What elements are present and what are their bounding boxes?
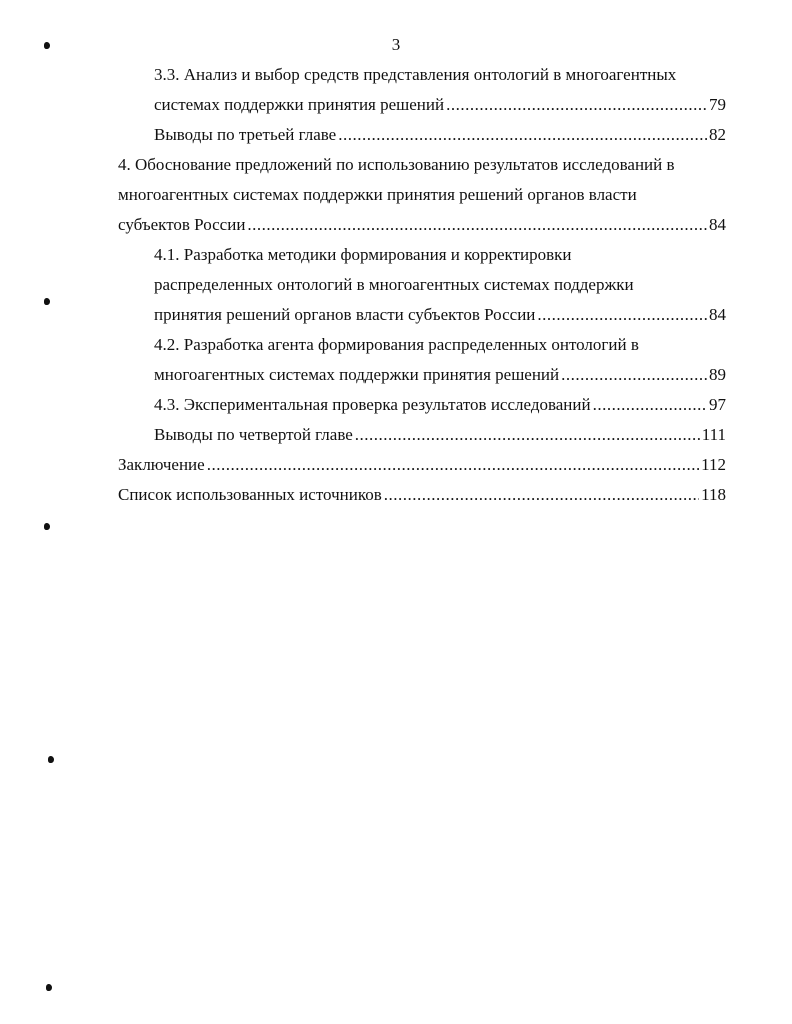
toc-entry-4-1[interactable]: [154, 300, 726, 330]
toc-entry-page: 82: [709, 125, 726, 144]
toc-entry-chapter4-title: 4. Обоснование предложений по использованию результатов исследований в: [118, 155, 675, 174]
dot-leader: [446, 90, 707, 120]
toc-entry-4-1-page: 84: [709, 305, 726, 324]
toc-entry-4-2-page: 89: [709, 365, 726, 384]
binding-mark: [46, 984, 52, 991]
toc-entry-title: Выводы по четвертой главе: [154, 425, 353, 444]
toc-entry-page: 112: [701, 455, 726, 474]
dot-leader: [537, 300, 707, 330]
toc-entry-3-3-title-cont: системах поддержки принятия решений: [154, 95, 445, 114]
toc-line: [154, 270, 726, 300]
binding-mark: [48, 756, 54, 763]
toc-entry-references[interactable]: [118, 480, 726, 510]
toc-entry-4-2[interactable]: [154, 360, 726, 390]
toc-line: [118, 150, 726, 180]
dot-leader: [207, 450, 699, 480]
toc-entry-4-1-title-end: принятия решений органов власти субъектов России: [154, 305, 536, 324]
dot-leader: [247, 210, 707, 240]
dot-leader: [561, 360, 707, 390]
toc-entry-3-3-title: 3.3. Анализ и выбор средств представления онтологий в многоагентных: [154, 65, 677, 84]
toc-entry-4-3[interactable]: [154, 390, 726, 420]
toc-entry-chapter4-conclusions[interactable]: [154, 420, 726, 450]
dot-leader: [593, 390, 707, 420]
toc-entry-chapter4-page: 84: [709, 215, 726, 234]
toc-entry-3-3-page: 79: [709, 95, 726, 114]
toc-line: [118, 180, 726, 210]
toc-entry-conclusion[interactable]: [118, 450, 726, 480]
dot-leader: [384, 480, 699, 510]
dot-leader: [355, 420, 700, 450]
binding-mark: [44, 298, 50, 305]
toc-entry-chapter4-title-end: субъектов России: [118, 215, 246, 234]
toc-entry-title: Заключение: [118, 455, 205, 474]
toc-entry-4-1-title: 4.1. Разработка методики формирования и корректировки: [154, 245, 572, 264]
toc-entry-chapter4[interactable]: [118, 210, 726, 240]
toc-entry-4-3-page: 97: [709, 395, 726, 414]
toc-line: [154, 60, 726, 90]
toc-entry-3-3[interactable]: [154, 90, 726, 120]
toc-entry-title: Выводы по третьей главе: [154, 125, 337, 144]
toc-entry-4-2-title: 4.2. Разработка агента формирования распределенных онтологий в: [154, 335, 639, 354]
toc-entry-4-1-title-cont: распределенных онтологий в многоагентных системах поддержки: [154, 275, 634, 294]
toc-entry-chapter3-conclusions[interactable]: [154, 120, 726, 150]
toc-entry-page: 111: [701, 425, 726, 444]
binding-mark: [44, 42, 50, 49]
toc-entry-title: Список использованных источников: [118, 485, 382, 504]
binding-mark: [44, 523, 50, 530]
toc-line: [154, 240, 726, 270]
page-number: 3: [391, 35, 401, 54]
toc-entry-4-2-title-cont: многоагентных системах поддержки принятия решений: [154, 365, 560, 384]
toc-entry-chapter4-title-cont: многоагентных системах поддержки принятия решений органов власти: [118, 185, 637, 204]
toc-entry-4-3-title: 4.3. Экспериментальная проверка результатов исследований: [154, 395, 591, 414]
toc-line: [154, 330, 726, 360]
toc-entry-page: 118: [701, 485, 726, 504]
dot-leader: [338, 120, 707, 150]
